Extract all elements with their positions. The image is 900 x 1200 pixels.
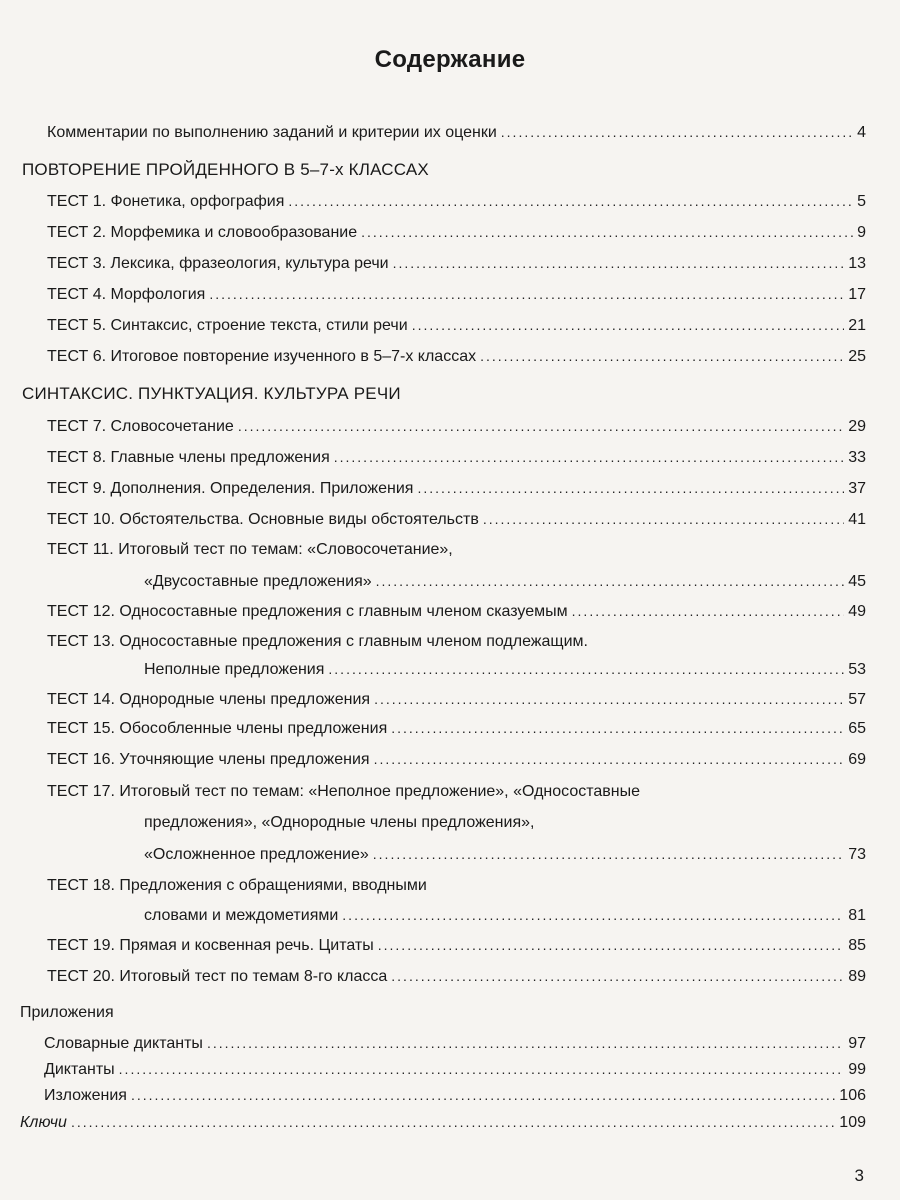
toc-page-number: 57 xyxy=(848,691,866,708)
toc-entry-test-1 xyxy=(47,193,866,215)
toc-entry-text: ТЕСТ 6. Итоговое повторение изученного в 5–7-х классах xyxy=(47,348,477,365)
toc-entry-test-3 xyxy=(47,255,866,277)
toc-page-number: 13 xyxy=(848,255,866,272)
leader-dots xyxy=(209,286,844,302)
toc-entry-line: предложения», «Однородные члены предложения», xyxy=(144,814,535,831)
leader-dots xyxy=(207,1035,844,1051)
toc-entry-text: «Двусоставные предложения» xyxy=(144,573,372,590)
toc-entry-test-16 xyxy=(47,751,866,773)
toc-entry-test-17 xyxy=(144,846,866,868)
toc-entry-text: ТЕСТ 20. Итоговый тест по темам 8-го класса xyxy=(47,968,388,985)
leader-dots xyxy=(378,937,844,953)
toc-entry-test-12 xyxy=(47,603,866,625)
leader-dots xyxy=(572,603,845,619)
toc-entry-dictations xyxy=(44,1061,866,1083)
page-number: 3 xyxy=(854,1166,864,1185)
toc-entry-text: Комментарии по выполнению заданий и критерии их оценки xyxy=(47,124,497,141)
toc-page-number: 89 xyxy=(848,968,866,985)
toc-page-number: 29 xyxy=(848,418,866,435)
toc-entry-text: ТЕСТ 7. Словосочетание xyxy=(47,418,234,435)
leader-dots xyxy=(374,751,845,767)
leader-dots xyxy=(412,317,845,333)
toc-entry-text: ТЕСТ 3. Лексика, фразеология, культура речи xyxy=(47,255,389,272)
toc-page-number: 21 xyxy=(848,317,866,334)
toc-page-number: 4 xyxy=(857,124,866,141)
toc-entry-text: словами и междометиями xyxy=(144,907,339,924)
toc-page-number: 73 xyxy=(848,846,866,863)
appendix-heading: Приложения xyxy=(20,1004,114,1021)
toc-page-number: 9 xyxy=(857,224,866,241)
leader-dots xyxy=(373,846,844,862)
toc-entry-test-19 xyxy=(47,937,866,959)
toc-page-number: 5 xyxy=(857,193,866,210)
toc-entry-test-13 xyxy=(144,661,866,683)
toc-entry-text: Ключи xyxy=(20,1114,67,1131)
page-title: Содержание xyxy=(374,46,526,73)
leader-dots xyxy=(334,449,844,465)
toc-entry-test-2 xyxy=(47,224,866,246)
section-heading-review: ПОВТОРЕНИЕ ПРОЙДЕННОГО В 5–7-х КЛАССАХ xyxy=(22,160,429,179)
toc-page-number: 25 xyxy=(848,348,866,365)
toc-entry-test-10 xyxy=(47,511,866,533)
leader-dots xyxy=(71,1114,835,1130)
toc-entry-text: ТЕСТ 10. Обстоятельства. Основные виды обстоятельств xyxy=(47,511,479,528)
toc-entry-line: ТЕСТ 13. Односоставные предложения с главным членом подлежащим. xyxy=(47,633,588,650)
toc-page-number: 97 xyxy=(848,1035,866,1052)
toc-page-number: 49 xyxy=(848,603,866,620)
toc-entry-text: Изложения xyxy=(44,1087,127,1104)
toc-entry-keys xyxy=(20,1114,866,1136)
toc-entry-intro xyxy=(47,124,866,146)
toc-entry-test-11 xyxy=(144,573,866,595)
toc-page-number: 17 xyxy=(848,286,866,303)
toc-entry-line: ТЕСТ 18. Предложения с обращениями, вводными xyxy=(47,877,427,894)
toc-entry-text: ТЕСТ 16. Уточняющие члены предложения xyxy=(47,751,370,768)
toc-entry-text: ТЕСТ 4. Морфология xyxy=(47,286,206,303)
leader-dots xyxy=(328,661,844,677)
toc-page-number: 37 xyxy=(848,480,866,497)
leader-dots xyxy=(391,968,844,984)
toc-entry-text: ТЕСТ 14. Однородные члены предложения xyxy=(47,691,371,708)
section-heading-syntax: СИНТАКСИС. ПУНКТУАЦИЯ. КУЛЬТУРА РЕЧИ xyxy=(22,384,401,403)
leader-dots xyxy=(342,907,844,923)
toc-entry-text: ТЕСТ 8. Главные члены предложения xyxy=(47,449,330,466)
leader-dots xyxy=(374,691,844,707)
toc-entry-test-7 xyxy=(47,418,866,440)
leader-dots xyxy=(361,224,853,240)
toc-entry-text: ТЕСТ 12. Односоставные предложения с главным членом сказуемым xyxy=(47,603,568,620)
toc-page-number: 109 xyxy=(839,1114,866,1131)
leader-dots xyxy=(376,573,845,589)
leader-dots xyxy=(483,511,844,527)
leader-dots xyxy=(391,720,844,736)
toc-page-number: 65 xyxy=(848,720,866,737)
toc-entry-text: Диктанты xyxy=(44,1061,115,1078)
toc-page-number: 41 xyxy=(848,511,866,528)
toc-entry-text: Неполные предложения xyxy=(144,661,325,678)
toc-entry-test-5 xyxy=(47,317,866,339)
toc-entry-test-15 xyxy=(47,720,866,742)
leader-dots xyxy=(480,348,844,364)
toc-entry-text: ТЕСТ 9. Дополнения. Определения. Приложения xyxy=(47,480,414,497)
toc-page-number: 106 xyxy=(839,1087,866,1104)
toc-entry-line: ТЕСТ 17. Итоговый тест по темам: «Неполное предложение», «Односоставные xyxy=(47,783,640,800)
toc-page-number: 33 xyxy=(848,449,866,466)
leader-dots xyxy=(417,480,844,496)
toc-entry-text: ТЕСТ 5. Синтаксис, строение текста, стили речи xyxy=(47,317,408,334)
toc-entry-test-6 xyxy=(47,348,866,370)
toc-entry-text: Словарные диктанты xyxy=(44,1035,203,1052)
toc-entry-text: ТЕСТ 15. Обособленные члены предложения xyxy=(47,720,388,737)
toc-entry-test-18 xyxy=(144,907,866,929)
leader-dots xyxy=(393,255,845,271)
toc-entry-test-9 xyxy=(47,480,866,502)
leader-dots xyxy=(119,1061,845,1077)
toc-page-number: 45 xyxy=(848,573,866,590)
toc-entry-line: ТЕСТ 11. Итоговый тест по темам: «Словосочетание», xyxy=(47,541,453,558)
toc-entry-text: ТЕСТ 19. Прямая и косвенная речь. Цитаты xyxy=(47,937,374,954)
toc-page-number: 99 xyxy=(848,1061,866,1078)
toc-entry-text: ТЕСТ 1. Фонетика, орфография xyxy=(47,193,285,210)
leader-dots xyxy=(501,124,853,140)
toc-entry-text: «Осложненное предложение» xyxy=(144,846,369,863)
toc-page-number: 85 xyxy=(848,937,866,954)
toc-page-number: 53 xyxy=(848,661,866,678)
toc-entry-text: ТЕСТ 2. Морфемика и словообразование xyxy=(47,224,358,241)
leader-dots xyxy=(238,418,844,434)
toc-page-number: 69 xyxy=(848,751,866,768)
toc-page-number: 81 xyxy=(848,907,866,924)
leader-dots xyxy=(131,1087,835,1103)
toc-entry-test-14 xyxy=(47,691,866,713)
leader-dots xyxy=(288,193,853,209)
toc-entry-test-4 xyxy=(47,286,866,308)
toc-entry-expositions xyxy=(44,1087,866,1109)
toc-entry-dictations-vocab xyxy=(44,1035,866,1057)
toc-entry-test-8 xyxy=(47,449,866,471)
toc-entry-test-20 xyxy=(47,968,866,990)
